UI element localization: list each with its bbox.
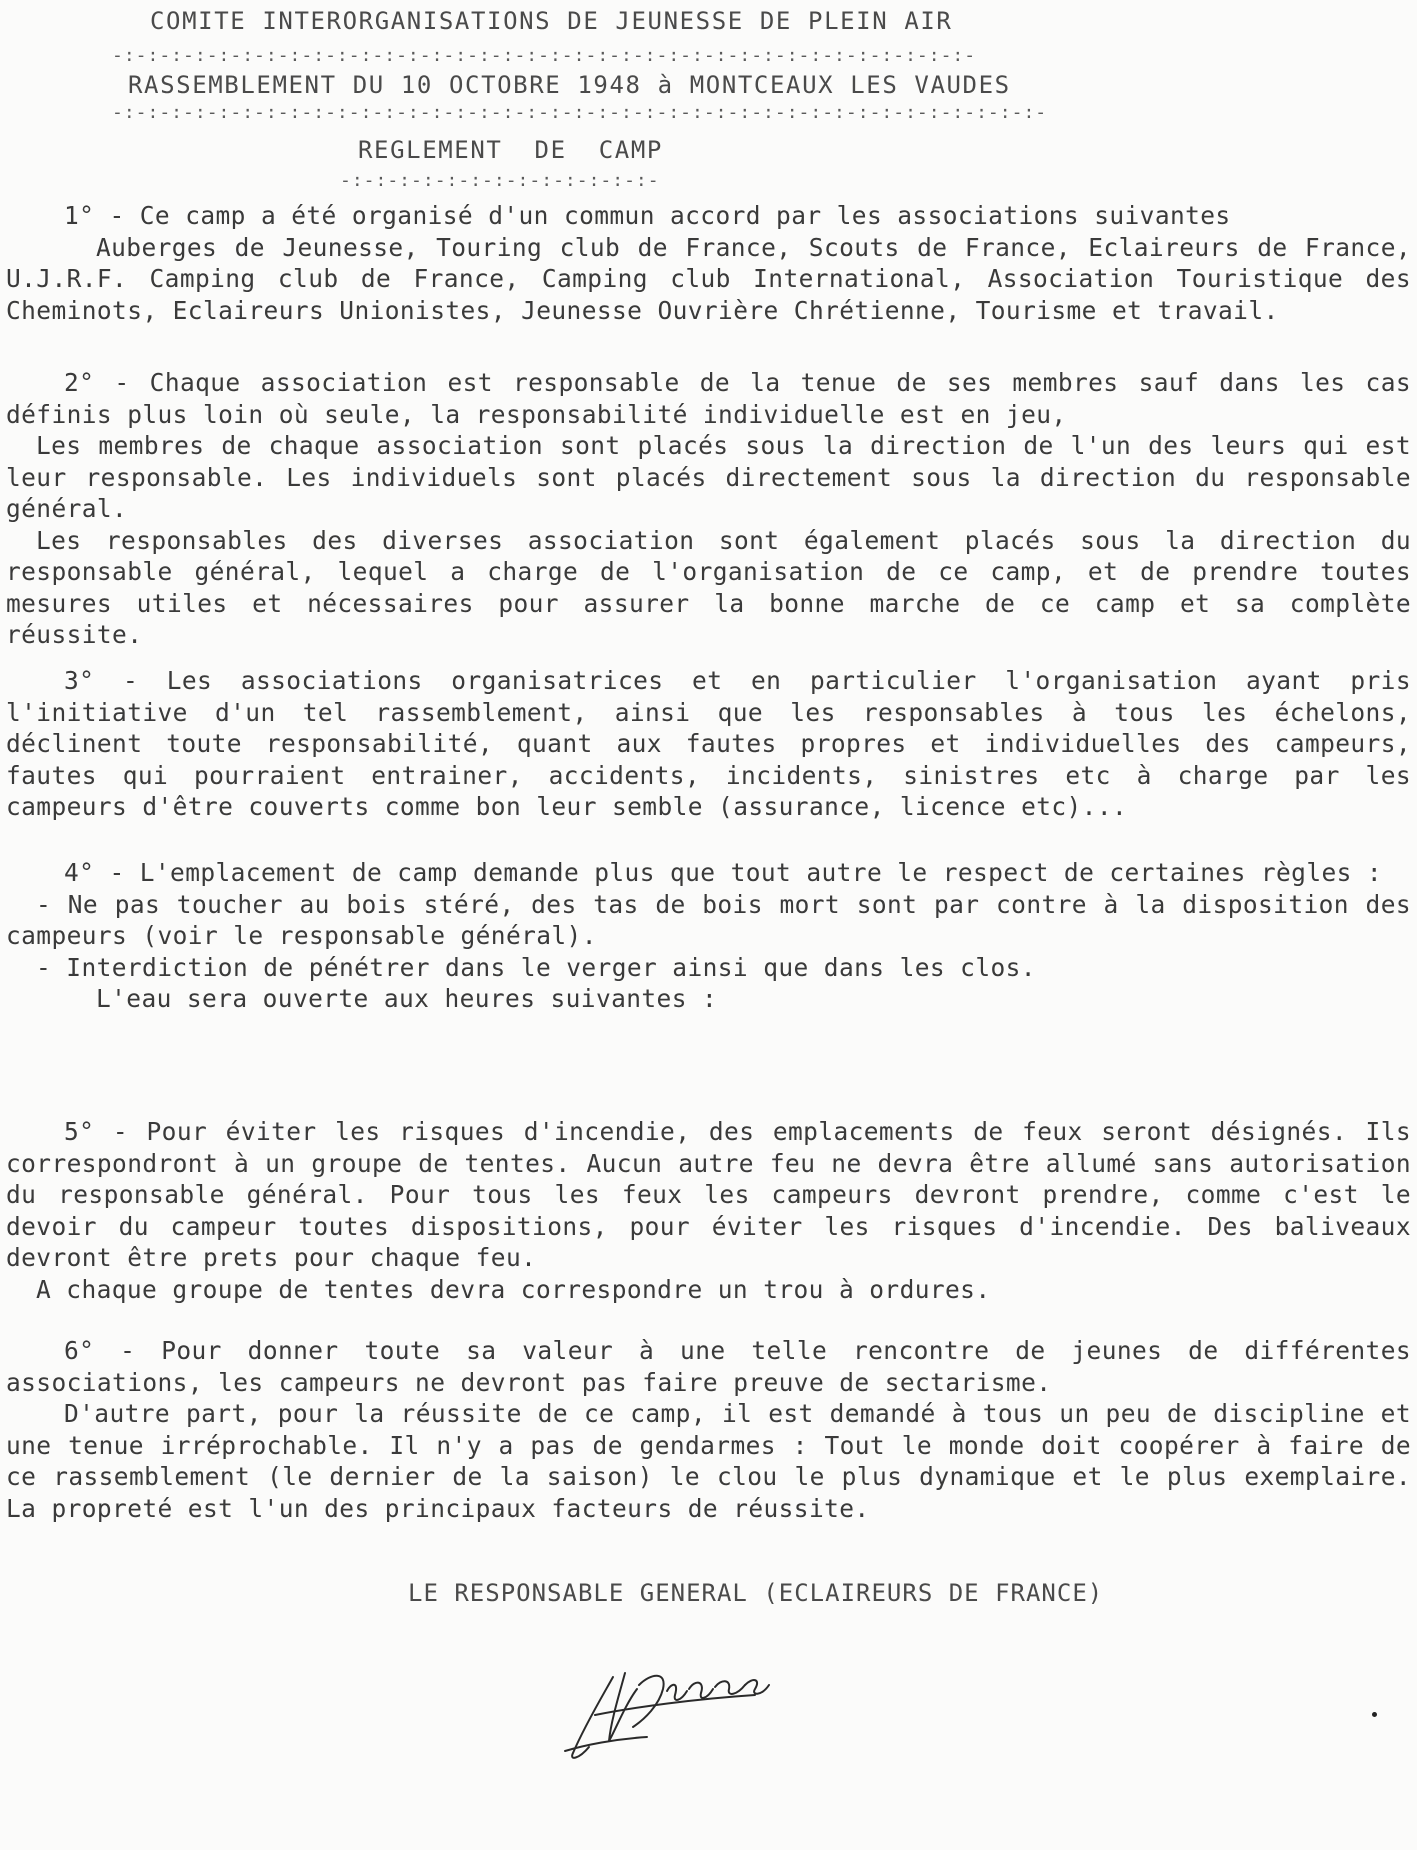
water-hours-label: L'eau sera ouverte aux heures suivantes : bbox=[96, 984, 718, 1013]
article-4-rule: - Ne pas toucher au bois stéré, des tas de bois mort sont par contre à la disposition des campeurs (voir le responsable général). bbox=[6, 889, 1411, 950]
header-separator: -:-:-:-:-:-:-:-:-:-:-:-:-:-:-:-:-:-:-:-:-:-:-:-:-:-:-:-:-:-:-:-:-:-:-:-:-:-:-:- bbox=[112, 103, 1048, 123]
article-3 bbox=[6, 665, 1411, 823]
article-4 bbox=[6, 857, 1411, 1027]
article-2-paragraph: 2° - Chaque association est responsable de la tenue de ses membres sauf dans les cas définis plus loin où seule, la responsabilité individuelle est en jeu, bbox=[6, 368, 1411, 429]
article-2-paragraph: Les membres de chaque association sont placés sous la direction de l'un des leurs qui est leur responsable. Les individuels sont placés directement sous la direction du responsable général. bbox=[6, 431, 1411, 523]
signatory-line: LE RESPONSABLE GENERAL (ECLAIREURS DE FRANCE) bbox=[408, 1579, 1104, 1607]
header-event-title: RASSEMBLEMENT DU 10 OCTOBRE 1948 à MONTCEAUX LES VAUDES bbox=[128, 71, 1011, 99]
article-6 bbox=[6, 1335, 1411, 1524]
article-2 bbox=[6, 367, 1411, 651]
header-separator: -:-:-:-:-:-:-:-:-:-:-:-:-:-:-:-:-:-:-:-:-:-:-:-:-:-:-:-:-:-:-:-:-:-:-:-:- bbox=[112, 46, 977, 66]
title-separator: -:-:-:-:-:-:-:-:-:-:-:-:-:- bbox=[340, 171, 660, 191]
article-3-paragraph: 3° - Les associations organisatrices et en particulier l'organisation ayant pris l'initiative d'un tel rassemblement, ainsi que les responsables à tous les échelons, déclinent toute responsabilité, quant aux fautes propres et individuelles des campeurs, fautes qui pourraient entrainer, accidents, incidents, sinistres etc à charge par les campeurs d'être couverts comme bon leur semble (assurance, licence etc)... bbox=[6, 666, 1411, 821]
article-4-intro: 4° - L'emplacement de camp demande plus que tout autre le respect de certaines règles : bbox=[64, 858, 1383, 887]
article-2-paragraph: Les responsables des diverses association sont également placés sous la direction du responsable général, lequel a charge de l'organisation de ce camp, et de prendre toutes mesures utiles et nécessaires pour assurer la bonne marche de ce camp et sa complète réussite. bbox=[6, 525, 1411, 649]
article-1-intro: 1° - Ce camp a été organisé d'un commun accord par les associations suivantes bbox=[64, 201, 1231, 230]
article-6-paragraph: 6° - Pour donner toute sa valeur à une telle rencontre de jeunes de différentes associations, les campeurs ne devront pas faire preuve de sectarisme. bbox=[6, 1336, 1411, 1397]
article-4-rule: - Interdiction de pénétrer dans le verger ainsi que dans les clos. bbox=[36, 952, 1036, 982]
article-1 bbox=[6, 200, 1411, 326]
article-5 bbox=[6, 1116, 1411, 1305]
handwritten-signature bbox=[555, 1655, 785, 1765]
article-5-paragraph: A chaque groupe de tentes devra correspondre un trou à ordures. bbox=[36, 1274, 991, 1304]
ink-speck bbox=[1372, 1712, 1377, 1717]
article-1-association-list: Auberges de Jeunesse, Touring club de France, Scouts de France, Eclaireurs de France, U.J.R.F. Camping club de France, Camping club International, Association Touristique des Cheminots, Eclaireurs Unionistes, Jeunesse Ouvrière Chrétienne, Tourisme et travail. bbox=[6, 232, 1411, 325]
article-6-paragraph: D'autre part, pour la réussite de ce camp, il est demandé à tous un peu de discipline et une tenue irréprochable. Il n'y a pas de gendarmes : Tout le monde doit coopérer à faire de ce rassemblement (le dernier de la saison) le clou le plus dynamique et le plus exemplaire. La propreté est l'un des principaux facteurs de réussite. bbox=[6, 1399, 1411, 1523]
article-5-paragraph: 5° - Pour éviter les risques d'incendie, des emplacements de feux seront désignés. Ils correspondront à un groupe de tentes. Aucun autre feu ne devra être allumé sans autorisation du responsable général. Pour tous les feux les campeurs devront prendre, comme c'est le devoir du campeur toutes dispositions, pour éviter les risques d'incendie. Des baliveaux devront être prets pour chaque feu. bbox=[6, 1117, 1411, 1272]
document-title: REGLEMENT DE CAMP bbox=[358, 136, 663, 164]
header-organisation-title: COMITE INTERORGANISATIONS DE JEUNESSE DE PLEIN AIR bbox=[150, 7, 953, 35]
